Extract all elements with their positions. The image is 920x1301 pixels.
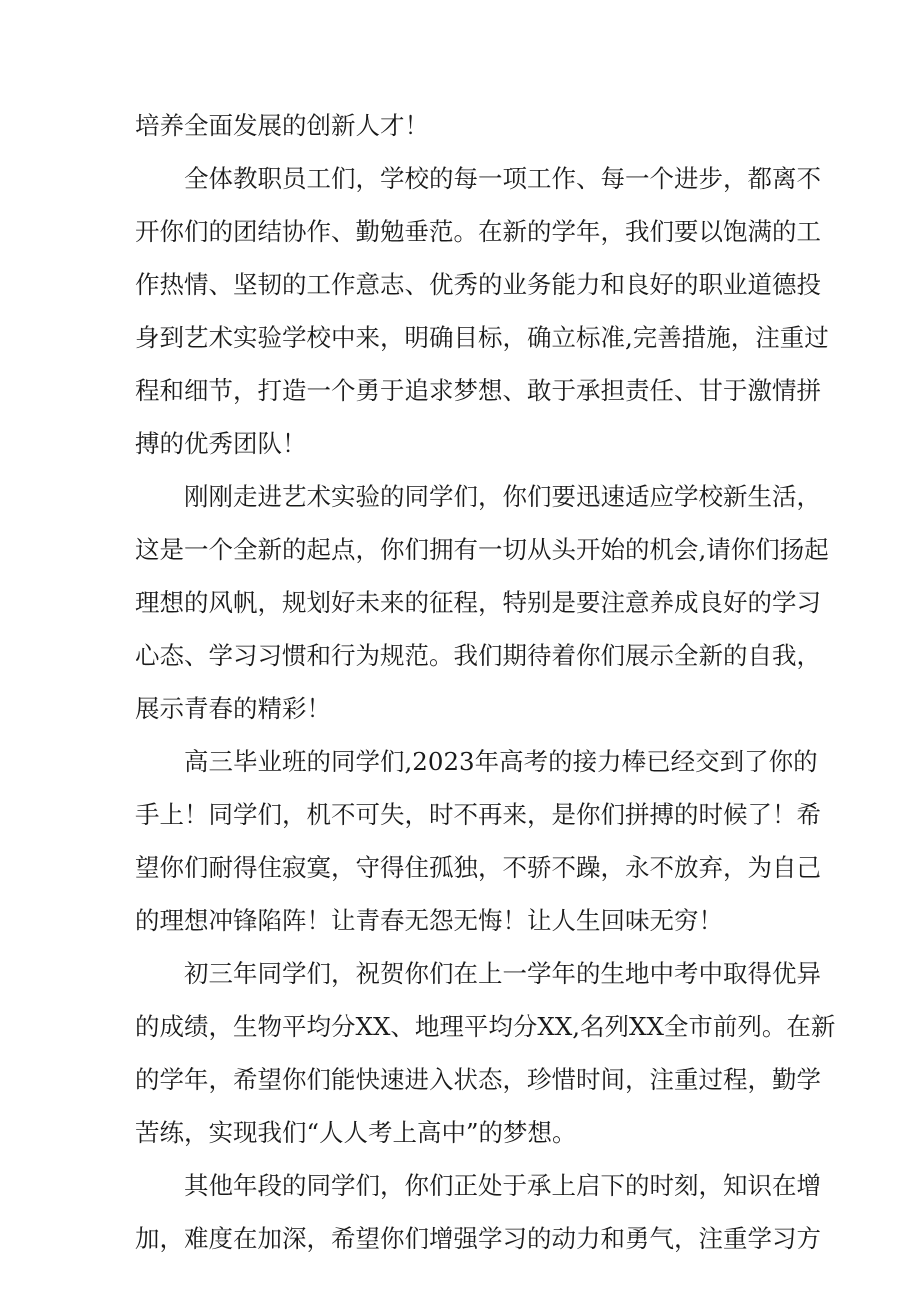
text-line: 培养全面发展的创新人才！ bbox=[135, 111, 429, 140]
text-line: 展示青春的精彩！ bbox=[135, 694, 331, 723]
text-line: 手上！同学们，机不可失，时不再来，是你们拼搏的时候了！希 bbox=[135, 800, 821, 829]
text-line: 刚刚走进艺术实验的同学们，你们要迅速适应学校新生活， bbox=[184, 482, 821, 511]
text-line: 其他年段的同学们，你们正处于承上启下的时刻，知识在增 bbox=[184, 1171, 821, 1200]
text-line: 高三毕业班的同学们,2023年高考的接力棒已经交到了你的 bbox=[184, 747, 818, 776]
text-line: 全体教职员工们，学校的每一项工作、每一个进步，都离不 bbox=[184, 164, 821, 193]
text-line: 的学年，希望你们能快速进入状态，珍惜时间，注重过程，勤学 bbox=[135, 1065, 821, 1094]
text-line: 的成绩，生物平均分XX、地理平均分XX,名列XX全市前列。在新 bbox=[135, 1012, 836, 1041]
text-line: 这是一个全新的起点，你们拥有一切从头开始的机会,请你们扬起 bbox=[135, 535, 829, 564]
text-line: 心态、学习习惯和行为规范。我们期待着你们展示全新的自我， bbox=[135, 641, 821, 670]
text-line: 作热情、坚韧的工作意志、优秀的业务能力和良好的职业道德投 bbox=[135, 270, 821, 299]
text-line: 望你们耐得住寂寞，守得住孤独，不骄不躁，永不放弃，为自己 bbox=[135, 853, 821, 882]
text-line: 开你们的团结协作、勤勉垂范。在新的学年，我们要以饱满的工 bbox=[135, 217, 821, 246]
text-line: 理想的风帆，规划好未来的征程，特别是要注意养成良好的学习 bbox=[135, 588, 821, 617]
text-line: 搏的优秀团队！ bbox=[135, 429, 307, 458]
text-line: 的理想冲锋陷阵！让青春无怨无悔！让人生回味无穷！ bbox=[135, 906, 723, 935]
text-line: 程和细节，打造一个勇于追求梦想、敢于承担责任、甘于激情拼 bbox=[135, 376, 821, 405]
text-line: 苦练，实现我们“人人考上高中”的梦想。 bbox=[135, 1118, 577, 1147]
text-line: 初三年同学们，祝贺你们在上一学年的生地中考中取得优异 bbox=[184, 959, 821, 988]
text-line: 加，难度在加深，希望你们增强学习的动力和勇气，注重学习方 bbox=[135, 1224, 821, 1253]
text-line: 身到艺术实验学校中来，明确目标，确立标准,完善措施，注重过 bbox=[135, 323, 829, 352]
